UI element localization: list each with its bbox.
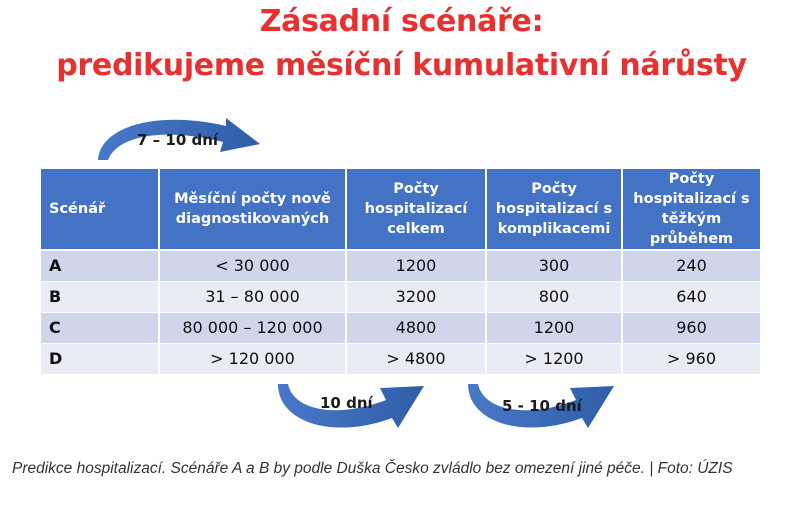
arrow-label-2: 10 dní (320, 394, 373, 412)
table-row (41, 312, 760, 343)
arrow-label-3: 5 - 10 dní (502, 397, 582, 415)
column-header: Počty hospitalizací s těžkým průběhem (622, 169, 760, 250)
slide-title: Zásadní scénáře: (259, 4, 544, 39)
column-header: Počty hospitalizací celkem (346, 169, 486, 250)
table-cell: 800 (486, 281, 622, 312)
table-cell: > 1200 (486, 343, 622, 374)
table-header-row (41, 169, 760, 250)
table-cell: D (41, 343, 159, 374)
table-cell: B (41, 281, 159, 312)
table-cell: > 120 000 (159, 343, 346, 374)
table-cell: 3200 (346, 281, 486, 312)
table-row (41, 343, 760, 374)
column-header: Scénář (41, 169, 159, 250)
table-cell: 300 (486, 250, 622, 281)
table-row (41, 250, 760, 281)
table-cell: C (41, 312, 159, 343)
arrow-label-1: 7 – 10 dní (137, 131, 219, 149)
table-cell: 1200 (346, 250, 486, 281)
image-caption: Predikce hospitalizací. Scénáře A a B by podle Duška Česko zvládlo bez omezení jiné péče. | Foto: ÚZIS (12, 460, 733, 477)
table-cell: < 30 000 (159, 250, 346, 281)
table-cell: > 4800 (346, 343, 486, 374)
table-cell: > 960 (622, 343, 760, 374)
table-cell: 31 – 80 000 (159, 281, 346, 312)
table-cell: 640 (622, 281, 760, 312)
table-cell: A (41, 250, 159, 281)
table-cell: 960 (622, 312, 760, 343)
slide-subtitle: predikujeme měsíční kumulativní nárůsty (56, 48, 747, 83)
column-header: Počty hospitalizací s komplikacemi (486, 169, 622, 250)
table-row (41, 281, 760, 312)
table-cell: 240 (622, 250, 760, 281)
column-header: Měsíční počty nově diagnostikovaných (159, 169, 346, 250)
table-cell: 1200 (486, 312, 622, 343)
table-cell: 80 000 – 120 000 (159, 312, 346, 343)
table-cell: 4800 (346, 312, 486, 343)
scenario-table (41, 169, 760, 375)
